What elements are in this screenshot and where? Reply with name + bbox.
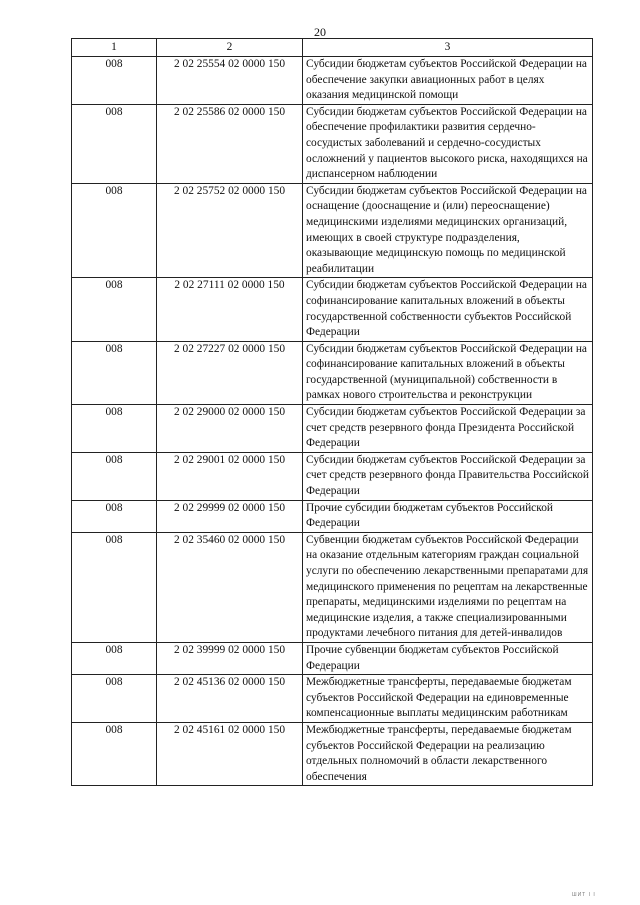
- admin-code-cell: 008: [72, 532, 157, 642]
- admin-code-cell: 008: [72, 341, 157, 404]
- header-cell-3: 3: [303, 39, 593, 57]
- admin-code-cell: 008: [72, 500, 157, 532]
- description-cell: Межбюджетные трансферты, передаваемые бюджетам субъектов Российской Федерации на единовременные компенсационные выплаты медицинским работникам: [303, 675, 593, 723]
- budget-code-cell: 2 02 29000 02 0000 150: [157, 405, 303, 453]
- description-cell: Межбюджетные трансферты, передаваемые бюджетам субъектов Российской Федерации на реализацию отдельных полномочий в области лекарственного обеспечения: [303, 722, 593, 785]
- table-row: [72, 341, 593, 404]
- budget-code-cell: 2 02 25586 02 0000 150: [157, 104, 303, 183]
- budget-code-cell: 2 02 45161 02 0000 150: [157, 722, 303, 785]
- description-cell: Прочие субвенции бюджетам субъектов Российской Федерации: [303, 642, 593, 674]
- table-row: [72, 500, 593, 532]
- table-body: [72, 39, 593, 786]
- description-cell: Субсидии бюджетам субъектов Российской Федерации на оснащение (дооснащение и (или) переоснащение) медицинскими изделиями медицинских организаций, имеющих в своей структуре подразделения, оказывающие медицинскую помощь по медицинской реабилитации: [303, 183, 593, 278]
- budget-code-cell: 2 02 45136 02 0000 150: [157, 675, 303, 723]
- header-cell-1: 1: [72, 39, 157, 57]
- description-cell: Субсидии бюджетам субъектов Российской Федерации на софинансирование капитальных вложений в объекты государственной собственности субъектов Российской Федерации: [303, 278, 593, 341]
- table-row: [72, 405, 593, 453]
- budget-code-cell: 2 02 27111 02 0000 150: [157, 278, 303, 341]
- admin-code-cell: 008: [72, 278, 157, 341]
- table-row: [72, 57, 593, 105]
- admin-code-cell: 008: [72, 452, 157, 500]
- budget-code-cell: 2 02 25554 02 0000 150: [157, 57, 303, 105]
- admin-code-cell: 008: [72, 722, 157, 785]
- description-cell: Субсидии бюджетам субъектов Российской Федерации на обеспечение закупки авиационных работ в целях оказания медицинской помощи: [303, 57, 593, 105]
- admin-code-cell: 008: [72, 675, 157, 723]
- table-row: [72, 278, 593, 341]
- page-number: 20: [314, 25, 326, 39]
- budget-code-cell: 2 02 25752 02 0000 150: [157, 183, 303, 278]
- budget-code-cell: 2 02 35460 02 0000 150: [157, 532, 303, 642]
- table-row: [72, 675, 593, 723]
- header-cell-2: 2: [157, 39, 303, 57]
- description-cell: Субсидии бюджетам субъектов Российской Федерации на софинансирование капитальных вложений в объекты государственной (муниципальной) собственности в рамках нового строительства и реконструкции: [303, 341, 593, 404]
- table-header-row: [72, 39, 593, 57]
- table-row: [72, 183, 593, 278]
- description-cell: Субвенции бюджетам субъектов Российской Федерации на оказание отдельным категориям граждан социальной услуги по обеспечению лекарственными препаратами для медицинского применения по рецептам на лекарственные препараты, медицинскими изделиями по рецептам на медицинские изделия, а также специализированными продуктами лечебного питания для детей-инвалидов: [303, 532, 593, 642]
- admin-code-cell: 008: [72, 104, 157, 183]
- table-row: [72, 452, 593, 500]
- description-cell: Субсидии бюджетам субъектов Российской Федерации за счет средств резервного фонда Президента Российской Федерации: [303, 405, 593, 453]
- description-cell: Прочие субсидии бюджетам субъектов Российской Федерации: [303, 500, 593, 532]
- description-cell: Субсидии бюджетам субъектов Российской Федерации за счет средств резервного фонда Правительства Российской Федерации: [303, 452, 593, 500]
- table-row: [72, 642, 593, 674]
- table-row: [72, 104, 593, 183]
- footer-mark: ШИТ I I: [572, 892, 596, 898]
- description-cell: Субсидии бюджетам субъектов Российской Федерации на обеспечение профилактики развития сердечно-сосудистых заболеваний и сердечно-сосудистых осложнений у пациентов высокого риска, находящихся на диспансерном наблюдении: [303, 104, 593, 183]
- table-row: [72, 722, 593, 785]
- budget-code-cell: 2 02 27227 02 0000 150: [157, 341, 303, 404]
- table-row: [72, 532, 593, 642]
- admin-code-cell: 008: [72, 642, 157, 674]
- budget-code-cell: 2 02 29999 02 0000 150: [157, 500, 303, 532]
- admin-code-cell: 008: [72, 57, 157, 105]
- budget-code-cell: 2 02 29001 02 0000 150: [157, 452, 303, 500]
- budget-code-cell: 2 02 39999 02 0000 150: [157, 642, 303, 674]
- admin-code-cell: 008: [72, 405, 157, 453]
- budget-classification-table: [71, 38, 593, 786]
- admin-code-cell: 008: [72, 183, 157, 278]
